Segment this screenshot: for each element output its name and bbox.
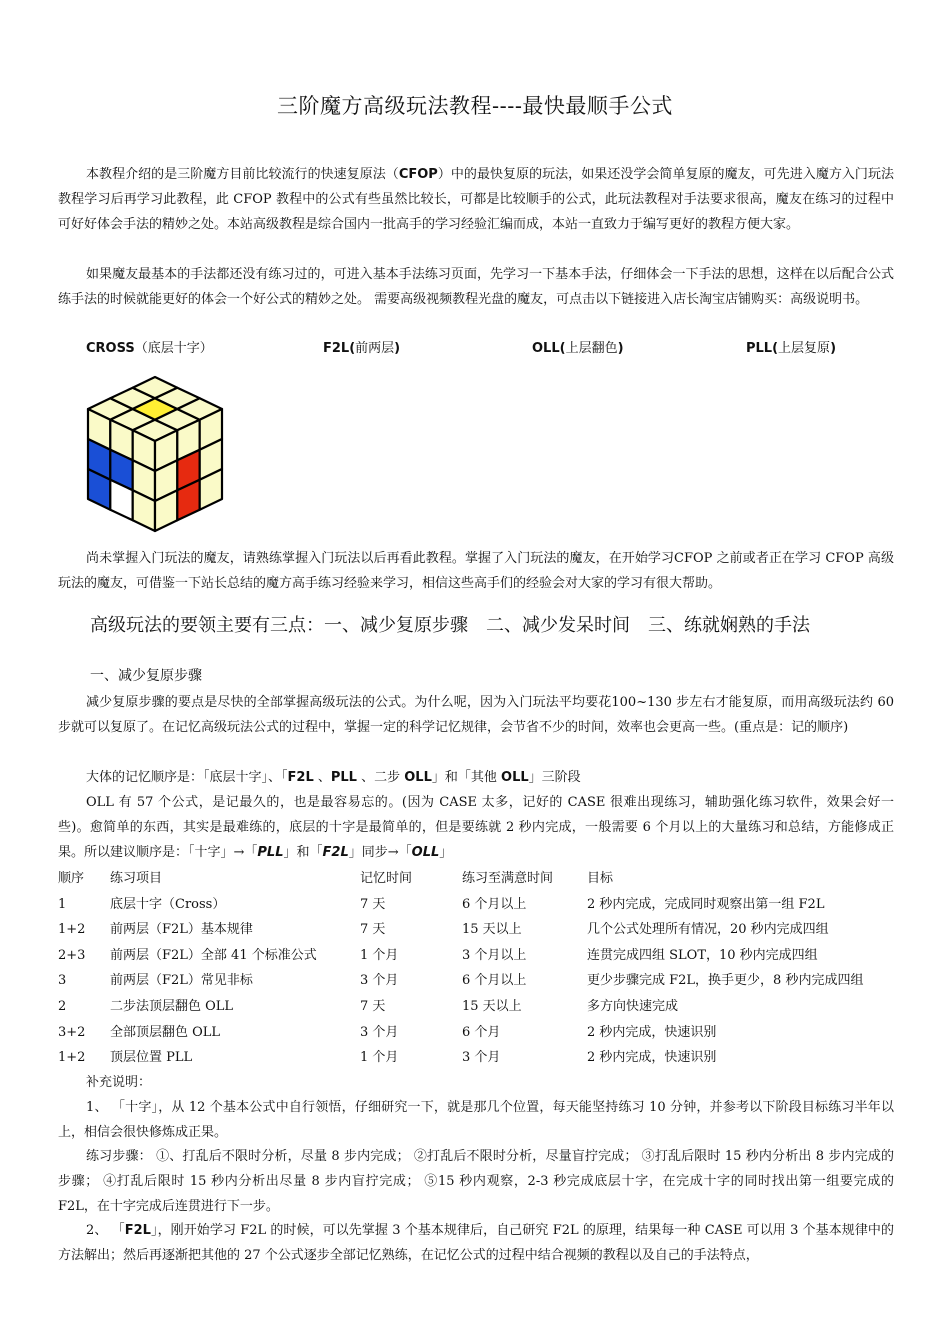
paragraph-3: 尚未掌握入门玩法的魔友，请熟练掌握入门玩法以后再看此教程。掌握了入门玩法的魔友，在开始学习CFOP 之前或者正在学习 CFOP 高级玩法的魔友，可借鉴一下站长总结的魔方高手练习经验来学习，相信这些高手们的经验会对大家的学习有很大帮助。 — [58, 551, 894, 591]
supplement-item-1: 1、 「十字」，从 12 个基本公式中自行领悟，仔细研究一下，就是那几个位置，每天能坚持练习 10 分钟，并参考以下阶段目标练习半年以上，相信会很快修炼成正果。 — [58, 1100, 894, 1140]
table-cell: 15 天以上 — [462, 998, 522, 1014]
table-cell: 6 个月以上 — [462, 973, 527, 989]
table-cell: 更少步骤完成 F2L，换手更少，8 秒内完成四组 — [587, 973, 864, 989]
stage-close: ) — [617, 341, 624, 356]
supplement-item-2 — [58, 1218, 894, 1268]
stage-desc: （底层十字） — [134, 341, 213, 356]
paragraph-6 — [58, 790, 894, 865]
stage-pll — [746, 337, 836, 361]
table-cell: 前两层（F2L）常见非标 — [110, 973, 253, 989]
stage-desc: 前两层 — [355, 341, 395, 356]
table-row — [58, 943, 897, 969]
p5-text: 」三阶段 — [528, 770, 581, 785]
intro-paragraph-1 — [58, 162, 894, 237]
table-cell: 几个公式处理所有情况，20 秒内完成四组 — [587, 922, 829, 938]
table-cell: 1+2 — [58, 1050, 86, 1066]
pll-term: PLL — [330, 770, 357, 785]
oll-term: OLL — [404, 770, 432, 785]
page-title: 三阶魔方高级玩法教程----最快最顺手公式 — [277, 94, 673, 118]
rubiks-cube-illustration — [80, 375, 230, 535]
column-header: 练习至满意时间 — [462, 871, 554, 886]
table-row — [58, 917, 897, 943]
table-cell: 7 天 — [360, 896, 386, 912]
p6-text: OLL 有 57 个公式，是记最久的，也是最容易忘的。(因为 CASE 太多，记好的 CASE 很难出现练习，辅助强化练习软件，效果会好一些)。愈简单的东西，其实是最难练的，底层的十字是最简单的，但是要练就 2 秒内完成，一般需要 6 个月以上的大量练习和总结，方能修成正果。所以建议顺序是：「十字」→「 — [58, 795, 894, 860]
stage-code: CROSS — [86, 341, 135, 356]
p6-text: 」 — [439, 845, 453, 860]
paragraph-5 — [58, 765, 894, 790]
table-cell: 前两层（F2L）基本规律 — [110, 922, 253, 938]
column-header: 记忆时间 — [360, 871, 413, 886]
table-row — [58, 968, 897, 994]
table-cell: 6 个月以上 — [462, 896, 527, 912]
p6-text: 」和「 — [283, 845, 323, 860]
stage-desc: 上层翻色 — [565, 341, 618, 356]
stage-f2l — [323, 337, 400, 361]
stage-code: PLL( — [746, 341, 779, 356]
f2l-term: F2L — [287, 770, 314, 785]
table-cell: 2+3 — [58, 947, 86, 963]
table-cell: 前两层（F2L）全部 41 个标准公式 — [110, 947, 317, 963]
intro-paragraph-2: 如果魔友最基本的手法都还没有练习过的，可进入基本手法练习页面，先学习一下基本手法，仔细体会一下手法的思想，这样在以后配合公式练手法的时候就能更好的体会一个好公式的精妙之处。 需要高级视频教程光盘的魔友，可点击以下链接进入店长淘宝店铺购买：高级说明书。 — [58, 267, 894, 307]
p5-text: 」和「其他 — [431, 770, 502, 785]
p6-text: 」同步→「 — [348, 845, 412, 860]
table-row — [58, 1020, 897, 1046]
table-cell: 3 — [58, 973, 67, 989]
intro-text: 本教程介绍的是三阶魔方目前比较流行的快速复原法（ — [86, 167, 399, 182]
table-cell: 2 秒内完成，快速识别 — [587, 1024, 717, 1040]
stage-close: ) — [830, 341, 837, 356]
table-row — [58, 994, 897, 1020]
f2l-term: F2L — [124, 1223, 151, 1238]
column-header: 顺序 — [58, 871, 85, 886]
table-cell: 2 秒内完成，快速识别 — [587, 1050, 717, 1066]
p5-text: 、 — [313, 770, 331, 785]
paragraph-4: 减少复原步骤的要点是尽快的全部掌握高级玩法的公式。为什么呢，因为入门玩法平均要花100~130 步左右才能复原，而用高级玩法约 60 步就可以复原了。在记忆高级玩法公式的过程中，掌握一定的科学记忆规律，会节省不少的时间，效率也会更高一些。(重点是：记的顺序) — [58, 695, 894, 735]
table-cell: 3+2 — [58, 1024, 86, 1040]
table-cell: 1 个月 — [360, 947, 399, 963]
oll-term: OLL — [411, 845, 440, 860]
table-cell: 连贯完成四组 SLOT，10 秒内完成四组 — [587, 947, 818, 963]
stage-code: OLL( — [532, 341, 566, 356]
pll-term: PLL — [257, 845, 284, 860]
table-cell: 2 秒内完成，完成同时观察出第一组 F2L — [587, 896, 825, 912]
cfop-term: CFOP — [398, 167, 438, 182]
stage-close: ) — [394, 341, 401, 356]
table-cell: 2 — [58, 998, 67, 1014]
table-cell: 1+2 — [58, 922, 86, 938]
table-cell: 6 个月 — [462, 1024, 501, 1040]
table-cell: 3 个月 — [462, 1050, 501, 1066]
table-header-row — [58, 866, 897, 892]
supplement-practice-steps: 练习步骤： ①、打乱后不限时分析，尽量 8 步内完成； ②打乱后不限时分析，尽量盲拧完成； ③打乱后限时 15 秒内分析出 8 步内完成的步骤； ④打乱后限时 15 秒内分析出尽量 8 步内盲拧完成； ⑤15 秒内观察，2-3 秒完成底层十字，在完成十字的同时找出第一组要完成的 F2L，在十字完成后连贯进行下一步。 — [58, 1149, 894, 1214]
p5-text: 大体的记忆顺序是：「底层十字」、「 — [86, 770, 288, 785]
table-cell: 1 — [58, 896, 67, 912]
p5-text: 、二步 — [356, 770, 405, 785]
table-row — [58, 892, 897, 918]
table-cell: 多方向快速完成 — [587, 998, 679, 1014]
practice-plan-table — [58, 866, 897, 1071]
table-cell: 3 个月 — [360, 973, 399, 989]
stage-cross — [86, 337, 213, 361]
table-cell: 底层十字（Cross） — [110, 896, 226, 912]
table-cell: 二步法顶层翻色 OLL — [110, 998, 234, 1014]
f2l-term: F2L — [322, 845, 349, 860]
column-header: 练习项目 — [110, 871, 163, 886]
column-header: 目标 — [587, 871, 614, 886]
oll-term: OLL — [501, 770, 529, 785]
section-heading-sub: 一、减少复原步骤 — [90, 668, 202, 684]
table-row — [58, 1045, 897, 1071]
table-cell: 全部顶层翻色 OLL — [110, 1024, 221, 1040]
table-cell: 3 个月 — [360, 1024, 399, 1040]
intro-text: ）中的最快复原的玩法，如果还没学会简单复原的魔友，可先进入魔方入门玩法教程学习后再学习此教程，此 CFOP 教程中的公式有些虽然比较长，可都是比较顺手的公式，此玩法教程对手法要求很高，魔友在练习的过程中可好好体会手法的精妙之处。本站高级教程是综合国内一批高手的学习经验汇编而成，本站一直致力于编写更好的教程方便大家。 — [58, 167, 894, 232]
stage-oll — [532, 337, 624, 361]
s3-text: 2、 「 — [86, 1223, 125, 1238]
supplement-label: 补充说明： — [86, 1075, 152, 1090]
table-cell: 7 天 — [360, 998, 386, 1014]
table-cell: 7 天 — [360, 922, 386, 938]
stage-code: F2L( — [323, 341, 356, 356]
table-cell: 顶层位置 PLL — [110, 1050, 193, 1066]
section-heading-main: 高级玩法的要领主要有三点：一、减少复原步骤 二、减少发呆时间 三、练就娴熟的手法 — [90, 615, 810, 636]
table-cell: 3 个月以上 — [462, 947, 527, 963]
table-cell: 15 天以上 — [462, 922, 522, 938]
table-cell: 1 个月 — [360, 1050, 399, 1066]
stage-desc: 上层复原 — [778, 341, 831, 356]
s3-text: 」，刚开始学习 F2L 的时候，可以先掌握 3 个基本规律后，自己研究 F2L 的原理，结果每一种 CASE 可以用 3 个基本规律中的方法解出；然后再逐渐把其他的 27 个公式逐步全部记忆熟练，在记忆公式的过程中结合视频的教程以及自己的手法特点， — [58, 1223, 894, 1263]
stage-list — [0, 337, 950, 361]
